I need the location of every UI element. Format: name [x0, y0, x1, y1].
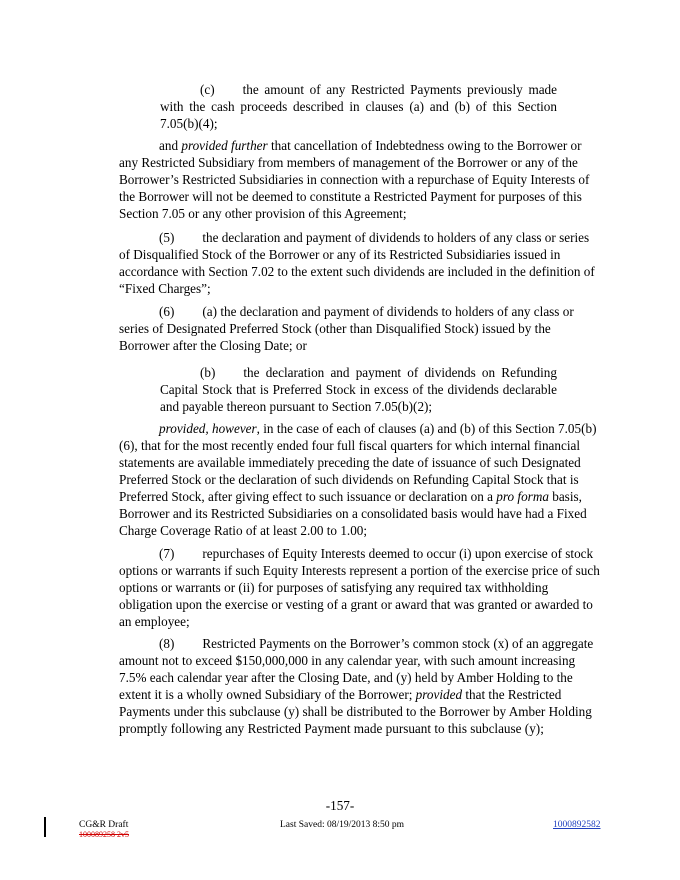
clause-c-label: (c) — [200, 82, 215, 97]
clause-b — [160, 364, 557, 415]
footer-struck-id: 100089258 2v5 — [79, 830, 129, 839]
footer-last-saved: Last Saved: 08/19/2013 8:50 pm — [280, 820, 405, 830]
clause-b-text: the declaration and payment of dividends on Refunding Capital Stock that is Preferred Stock in excess of the dividends declarable and payable thereon pursuant to Section 7.05(b)(2); — [160, 365, 557, 414]
footer-draft-label: CG&R Draft — [79, 820, 129, 830]
clause-6-text: (a) the declaration and payment of dividends to holders of any class or series of Designated Preferred Stock (other than Disqualified Stock) issued by the Borrower after the Closing Date; or — [119, 304, 574, 353]
clause-7 — [119, 545, 600, 630]
proviso-however-text1: , in the case of each of clauses (a) and (b) of this Section 7.05(b)(6), that for the most recently ended four full fiscal quarters for which internal financial statements are available immediately preceding the date of issuance of such Designated Preferred Stock or the declaration of such dividends on Refunding Capital Stock that is Preferred Stock, after giving effect to such issuance or declaration on a — [119, 421, 597, 504]
clause-8-label: (8) — [159, 636, 175, 651]
page-number: -157- — [325, 798, 355, 813]
proviso-further — [119, 137, 600, 222]
clause-8-italic: provided — [415, 687, 463, 702]
proviso-however-text2: basis, Borrower and its Restricted Subsidiaries on a consolidated basis would have had a Fixed Charge Coverage Ratio of at least 2.00 to 1.00; — [119, 489, 587, 538]
proviso-however-italic: provided, however — [159, 421, 257, 436]
proviso-further-lead: and — [159, 138, 182, 153]
pro-forma-italic: pro forma — [496, 489, 549, 504]
proviso-further-italic: provided further — [181, 138, 268, 153]
clause-5 — [119, 229, 600, 297]
clause-7-text: repurchases of Equity Interests deemed to occur (i) upon exercise of stock options or warrants if such Equity Interests represent a portion of the exercise price of such options or warrants or (ii) for purposes of satisfying any required tax withholding obligation upon the exercise or vesting of a grant or award that was granted or awarded to an employee; — [119, 546, 600, 629]
clause-b-label: (b) — [200, 365, 216, 380]
clause-8 — [119, 635, 600, 737]
clause-5-label: (5) — [159, 230, 175, 245]
clause-c — [160, 81, 557, 132]
proviso-however — [119, 420, 600, 539]
footer-draft — [79, 820, 129, 839]
clause-8-text1: Restricted Payments on the Borrower’s common stock (x) of an aggregate amount not to exceed $150,000,000 in any calendar year, with such amount increasing 7.5% each calendar year after the Closing Date, and (y) held by Amber Holding to the extent it is a wholly owned Subsidiary of the Borrower; — [119, 636, 594, 702]
clause-8-text2: that the Restricted Payments under this subclause (y) shall be distributed to the Borrower by Amber Holding promptly following any Restricted Payment made pursuant to this subclause (y); — [119, 687, 592, 736]
clause-7-label: (7) — [159, 546, 175, 561]
clause-c-text: the amount of any Restricted Payments previously made with the cash proceeds described in clauses (a) and (b) of this Section 7.05(b)(4); — [160, 82, 557, 131]
clause-6-label: (6) — [159, 304, 175, 319]
footer-doc-id[interactable]: 1000892582 — [553, 820, 601, 830]
proviso-further-text: that cancellation of Indebtedness owing to the Borrower or any Restricted Subsidiary from members of management of the Borrower or any of the Borrower’s Restricted Subsidiaries in connection with a repurchase of Equity Interests of the Borrower will not be deemed to constitute a Restricted Payment for purposes of this Section 7.05 or any other provision of this Agreement; — [119, 138, 590, 221]
clause-5-text: the declaration and payment of dividends to holders of any class or series of Disqualified Stock of the Borrower or any of its Restricted Subsidiaries issued in accordance with Section 7.02 to the extent such dividends are included in the definition of “Fixed Charges”; — [119, 230, 595, 296]
change-bar — [44, 817, 46, 837]
clause-6 — [119, 303, 600, 354]
